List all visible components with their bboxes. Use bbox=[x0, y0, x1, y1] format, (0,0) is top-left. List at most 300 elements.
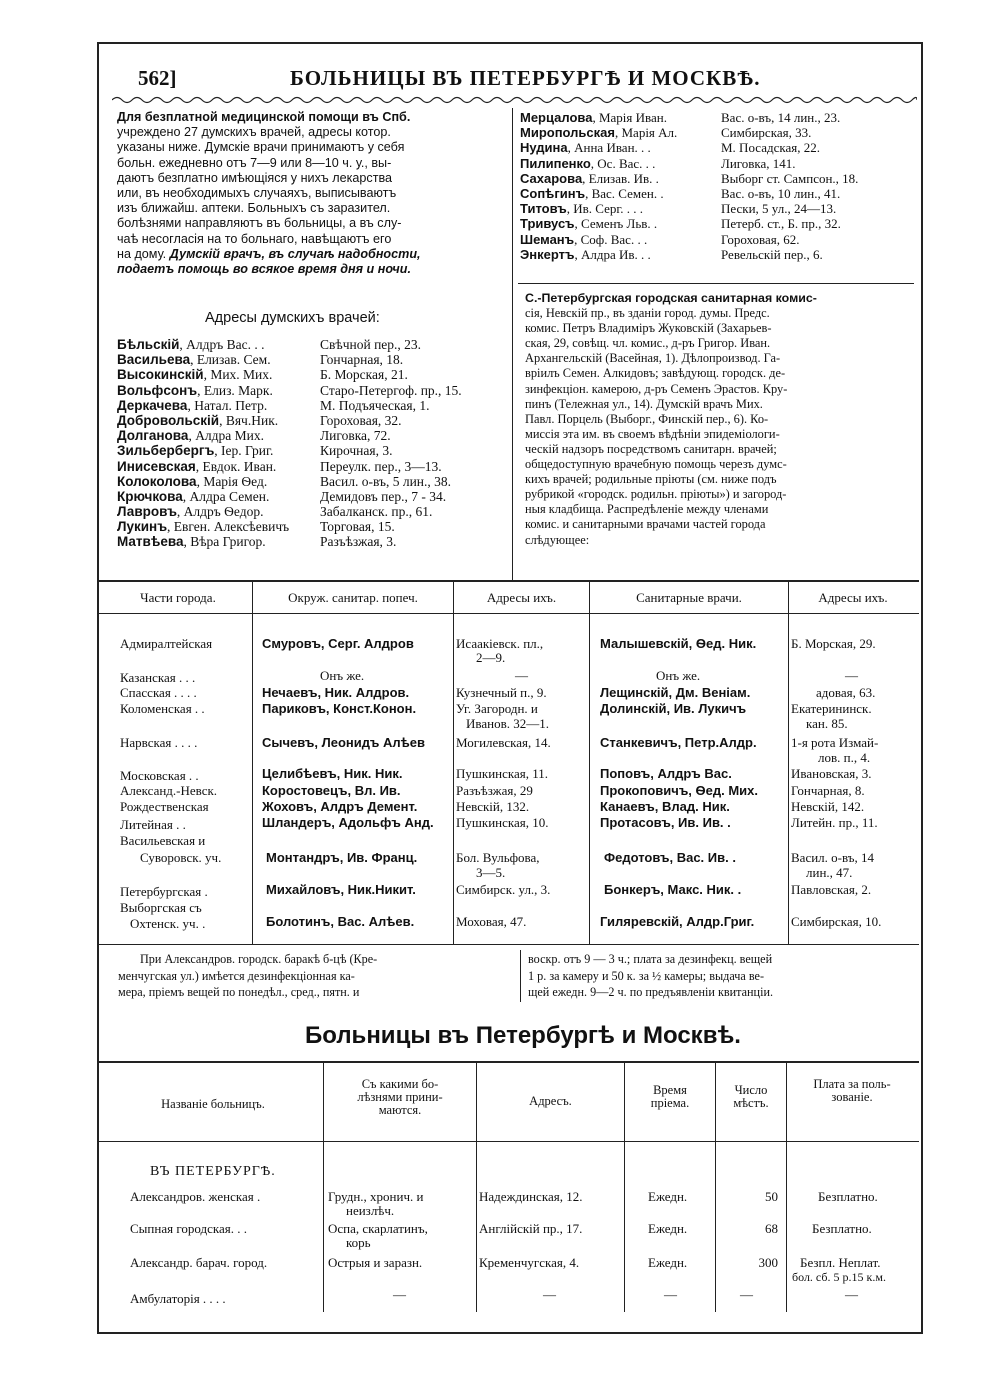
intro-line: больн. ежедневно отъ 7—9 или 8—10 ч. у., вы- bbox=[117, 155, 392, 170]
doctor-address: Симбирская, 33. bbox=[721, 125, 812, 141]
table-cell: Рождественская bbox=[120, 799, 209, 814]
doctor-row bbox=[117, 413, 510, 428]
table-cell: Уг. Загородн. и bbox=[456, 701, 538, 716]
doctor-address: Гончарная, 18. bbox=[320, 352, 404, 368]
intro-line: учреждено 27 думскихъ врачей, адресы котор. bbox=[117, 125, 391, 140]
hosp-col-line bbox=[323, 1062, 324, 1312]
table-cell bbox=[600, 816, 731, 830]
table-cell bbox=[266, 851, 417, 865]
table-cell: 3—5. bbox=[476, 865, 506, 880]
doctor-name-cell bbox=[117, 443, 273, 458]
hosp-fee: Безплатно. bbox=[818, 1189, 878, 1204]
doctor-name: Пилипенко bbox=[520, 155, 591, 171]
doctor-name-cell bbox=[520, 247, 651, 262]
commission-line: сія, Невскій пр., въ зданіи город. думы. Предс. bbox=[525, 306, 770, 321]
doctor-address: М. Посадская, 22. bbox=[721, 140, 820, 156]
doctor-name-cell bbox=[520, 186, 664, 201]
disinfection-line: менчугская ул.) имѣется дезинфекціонная ка- bbox=[118, 968, 355, 983]
disinfection-line: щей ежедн. 9—2 ч. по предъявленіи квитанціи. bbox=[528, 985, 774, 999]
doctor-address: Переулк. пер., 3—13. bbox=[320, 458, 442, 474]
doctor-name-cell bbox=[520, 110, 667, 125]
curator-name: Михайловъ, Ник.Никит. bbox=[266, 882, 416, 897]
table-cell: Бол. Вульфова, bbox=[456, 850, 540, 865]
doctor-name: Матвѣева bbox=[117, 534, 184, 550]
table-cell: Онъ же. bbox=[320, 668, 365, 683]
doctor-row bbox=[117, 504, 510, 519]
table-cell bbox=[262, 736, 425, 750]
hosp-name: Сыпная городская. . . bbox=[130, 1221, 247, 1236]
table-rule-bottom bbox=[99, 944, 919, 945]
commission-line: ческій надзоръ посредствомъ санитарн. врачей; bbox=[525, 441, 777, 456]
doctor-given: , Алдра Мих. bbox=[188, 428, 265, 444]
disinfection-line: мера, пріемъ вещей по понедѣл., сред., пятн. и bbox=[118, 985, 360, 999]
doctor-name-cell bbox=[117, 428, 264, 443]
page-title: БОЛЬНИЦЫ ВЪ ПЕТЕРБУРГѢ И МОСКВѢ. bbox=[290, 66, 761, 90]
doctor-given: , Мих. Мих. bbox=[203, 367, 273, 383]
table-cell bbox=[600, 915, 754, 929]
doctor-row bbox=[117, 459, 510, 474]
table-cell bbox=[600, 784, 758, 798]
hosp-header: Число мѣстъ. bbox=[733, 1083, 769, 1110]
hosp-time: Ежедн. bbox=[648, 1189, 688, 1204]
doctor-given: , Вяч.Ник. bbox=[219, 412, 279, 428]
intro-paragraph bbox=[117, 110, 421, 277]
doctor-row bbox=[520, 171, 915, 186]
doctor-name: Колоколова bbox=[117, 473, 197, 489]
doctor-row bbox=[520, 110, 915, 125]
doctors-heading: Адресы думскихъ врачей: bbox=[205, 310, 380, 326]
doctor-address: Вас. о-въ, 10 лин., 41. bbox=[721, 185, 841, 201]
hosp-header: Названіе больницъ. bbox=[161, 1097, 265, 1111]
doctor-name: Бѣльскій bbox=[117, 337, 180, 352]
table-cell: Александ.-Невск. bbox=[120, 783, 218, 798]
intro-line: указаны ниже. Думскіе врачи принимаютъ у себя bbox=[117, 140, 405, 155]
doctor-address: Лиговка, 141. bbox=[721, 155, 796, 171]
hosp-fee: Безплатно. bbox=[812, 1221, 872, 1236]
hosp-time: Ежедн. bbox=[648, 1221, 688, 1236]
doctor-address: Вас. о-въ, 14 лин., 23. bbox=[721, 110, 841, 125]
doctor-row bbox=[520, 232, 915, 247]
disinfection-line: При Александров. городск. баракѣ б-цѣ (Кре- bbox=[140, 952, 378, 966]
doctor-name: Миропольская bbox=[520, 125, 615, 141]
doctor-name-cell bbox=[117, 413, 278, 428]
table-cell bbox=[266, 915, 414, 929]
hosp-time: Ежедн. bbox=[648, 1255, 688, 1270]
hosp-beds: 300 bbox=[758, 1255, 778, 1270]
table-cell bbox=[600, 800, 730, 814]
table-cell: Ивановская, 3. bbox=[791, 766, 872, 781]
commission-line: миссія эта им. въ своемъ вѣдѣніи эпидеміологи- bbox=[525, 426, 780, 441]
table-cell bbox=[262, 686, 409, 700]
doctor-name: Тривусъ bbox=[520, 216, 575, 232]
doctor-name-cell bbox=[520, 125, 677, 140]
table-cell bbox=[262, 816, 434, 830]
doctor-row bbox=[520, 156, 915, 171]
table-cell: Нарвская . . . . bbox=[120, 735, 198, 750]
doctor-name-cell bbox=[117, 367, 272, 382]
disinfection-right bbox=[528, 951, 773, 1001]
doctor-given: , Соф. Вас. . . bbox=[574, 231, 648, 247]
commission-line: Архангельскій (Васейная, 1). Дѣлопроизвод. Га- bbox=[525, 351, 781, 366]
table-cell: — bbox=[845, 668, 858, 683]
table-cell: Коломенская . . bbox=[120, 701, 205, 716]
curator-name: Целибѣевъ, Ник. Ник. bbox=[262, 766, 403, 781]
table-cell bbox=[262, 784, 401, 798]
commission-line: комис. и санитарными врачами частей города bbox=[525, 517, 766, 532]
doctor-address: Торговая, 15. bbox=[320, 519, 395, 535]
table-rule-header bbox=[99, 613, 919, 614]
column-divider bbox=[512, 108, 513, 580]
hosp-beds: 50 bbox=[765, 1189, 778, 1204]
hosp-header: Съ какими бо- лѣзнями прини- маются. bbox=[357, 1077, 443, 1117]
table-cell: Литейн. пр., 11. bbox=[791, 815, 878, 830]
doctor-row bbox=[117, 428, 510, 443]
doctor-given: , Елизав. Сем. bbox=[190, 352, 271, 368]
curator-name: Смуровъ, Серг. Алдров bbox=[262, 636, 414, 651]
hosp-diseases: Грудн., хронич. и bbox=[328, 1189, 424, 1204]
hosp-diseases: Острыя и заразн. bbox=[328, 1255, 423, 1270]
table-header: Адресы ихъ. bbox=[818, 590, 888, 605]
doctor-given: , Елизав. Ив. . bbox=[582, 170, 659, 186]
table-cell: Иванов. 32—1. bbox=[466, 716, 549, 731]
table-cell: Симбирск. ул., 3. bbox=[456, 882, 551, 897]
hosp-name: Амбулаторія . . . . bbox=[130, 1291, 226, 1306]
hosp-header: Адресъ. bbox=[529, 1094, 572, 1108]
doctor-name: Долганова bbox=[117, 428, 189, 444]
curator-name: Париковъ, Конст.Конон. bbox=[262, 701, 417, 716]
doctor-name: Сахарова bbox=[520, 170, 583, 186]
commission-line: Павл. Порцель (Выборг., Финскій пер., 6). Ко- bbox=[525, 411, 769, 426]
doctor-name: Малышевскій, Ѳед. Ник. bbox=[600, 636, 757, 651]
table-cell bbox=[604, 851, 736, 865]
doctor-name: Деркачева bbox=[117, 397, 188, 413]
table-cell: Моховая, 47. bbox=[456, 914, 527, 929]
doctor-given: , Евген. Алексѣевичъ bbox=[167, 519, 290, 535]
doctor-name: Крючкова bbox=[117, 488, 183, 504]
commission-line: зинфекціон. камерою, д-ръ Семенъ Эрастов. Кру- bbox=[525, 381, 788, 396]
curator-name: Сычевъ, Леонидъ Алѣев bbox=[262, 735, 425, 750]
table-header: Санитарные врачи. bbox=[636, 590, 742, 605]
commission-line: слѣдующее: bbox=[525, 532, 590, 547]
doctor-address: Васил. о-въ, 5 лин., 38. bbox=[320, 473, 452, 489]
table-cell: — bbox=[515, 668, 528, 683]
table-cell bbox=[266, 883, 416, 897]
table-cell: Могилевская, 14. bbox=[456, 735, 551, 750]
doctor-name-cell bbox=[117, 534, 266, 549]
doctor-address: Б. Морская, 21. bbox=[320, 367, 408, 383]
hosp-col-line bbox=[624, 1062, 625, 1312]
hosp-fee: Безпл. Неплат. bbox=[800, 1255, 881, 1270]
table-header: Адресы ихъ. bbox=[486, 590, 557, 605]
doctor-name: Вольфсонъ bbox=[117, 382, 198, 398]
commission-line: ныя кладбища. Распредѣленіе между членами bbox=[525, 502, 769, 517]
doctor-row bbox=[520, 186, 915, 201]
table-cell: Выборгская съ bbox=[120, 900, 202, 915]
doctor-address: Старо-Петергоф. пр., 15. bbox=[320, 382, 462, 398]
doctor-given: , Алдръ Вас. . . bbox=[179, 337, 265, 352]
right-column-rule bbox=[518, 283, 914, 284]
hosp-diseases: — bbox=[393, 1287, 406, 1302]
table-rule-top bbox=[99, 580, 919, 582]
doctor-given: , Вѣра Григор. bbox=[183, 534, 266, 550]
doctor-name-cell bbox=[520, 232, 647, 247]
table-cell: Петербургская . bbox=[120, 884, 208, 899]
doctor-address: Ревельскій пер., 6. bbox=[721, 246, 823, 262]
doctor-address: Лиговка, 72. bbox=[320, 428, 391, 444]
doctor-name: Зильбербергъ bbox=[117, 443, 215, 459]
doctor-given: , Семенъ Льв. . bbox=[574, 216, 658, 232]
table-cell: Спасская . . . . bbox=[120, 685, 197, 700]
table-cell: Московская . . bbox=[120, 768, 199, 783]
hosp-col-line bbox=[476, 1062, 477, 1312]
doctor-name-cell bbox=[117, 337, 264, 352]
note-divider bbox=[520, 950, 521, 1002]
disinfection-line: воскр. отъ 9 — 3 ч.; плата за дезинфекц. вещей bbox=[528, 952, 773, 966]
table-cell: Суворовск. уч. bbox=[140, 850, 222, 865]
doctor-row bbox=[117, 534, 510, 549]
table-cell: Адмиралтейская bbox=[120, 636, 213, 651]
doctors-list bbox=[117, 337, 510, 550]
table-cell: Литейная . . bbox=[120, 817, 186, 832]
curator-name: Монтандръ, Ив. Франц. bbox=[266, 850, 418, 865]
hosp-beds: 68 bbox=[765, 1221, 778, 1236]
hosp-name: Александров. женская . bbox=[130, 1189, 261, 1204]
table-cell: Павловская, 2. bbox=[791, 882, 872, 897]
doctor-given: , Вас. Семен. . bbox=[585, 185, 664, 201]
doctor-name-cell bbox=[117, 383, 273, 398]
hosp-address: Англійскій пр., 17. bbox=[479, 1221, 583, 1236]
doctor-given: , Ив. Серг. . . . bbox=[566, 201, 643, 217]
doctor-row bbox=[117, 337, 510, 352]
intro-line: на дому. bbox=[117, 246, 167, 261]
commission-line: ская, 29, совѣщ. чл. комис., д-ръ Григор. Иван. bbox=[525, 336, 771, 351]
doctor-address: Кирочная, 3. bbox=[320, 443, 393, 459]
intro-line: изъ ближайш. аптеки. Больныхъ съ заразител. bbox=[117, 201, 391, 216]
doctor-row bbox=[520, 216, 915, 231]
doctor-given: , Ос. Вас. . . bbox=[590, 155, 656, 171]
table-cell: Пушкинская, 11. bbox=[456, 766, 549, 781]
table-header: Части города. bbox=[140, 590, 216, 605]
commission-line: общедоступную врачебную помощь черезъ думс- bbox=[525, 457, 787, 472]
commission-line: пинъ (Тележная ул., 14). Думскій врачъ Мих. bbox=[525, 396, 763, 411]
doctor-name: Шеманъ bbox=[520, 231, 575, 247]
doctor-given: , Іер. Григ. bbox=[214, 443, 274, 459]
doctor-given: , Марія Ѳед. bbox=[196, 473, 268, 489]
doctor-name-cell bbox=[520, 216, 657, 231]
disinfection-left bbox=[118, 951, 378, 1001]
doctor-address: Пески, 5 ул., 24—13. bbox=[721, 201, 837, 217]
doctor-row bbox=[117, 519, 510, 534]
doctor-given: , Евдок. Иван. bbox=[195, 458, 277, 474]
table-cell: 1-я рота Измай- bbox=[791, 735, 879, 750]
hosp-address: — bbox=[543, 1287, 556, 1302]
hospitals-title: Больницы въ Петербургѣ и Москвѣ. bbox=[305, 1022, 741, 1049]
hosp-address: Кременчугская, 4. bbox=[479, 1255, 580, 1270]
commission-line: С.-Петербургская городская санитарная комис- bbox=[525, 291, 817, 305]
intro-line: даютъ безплатно имѣющіяся у нихъ лекарства bbox=[117, 170, 393, 185]
doctor-row bbox=[117, 367, 510, 382]
doctor-address: Забалканск. пр., 61. bbox=[320, 504, 433, 520]
table-cell: 2—9. bbox=[476, 650, 506, 665]
commission-line: кихъ врачей; родильные пріюты (см. ниже подъ bbox=[525, 472, 777, 487]
doctors-list-right bbox=[520, 110, 915, 262]
doctor-name: Станкевичъ, Петр.Алдр. bbox=[600, 735, 757, 750]
hosp-col-line bbox=[786, 1062, 787, 1312]
hosp-fee: бол. сб. 5 р.15 к.м. bbox=[792, 1270, 886, 1284]
doctor-address: Гороховая, 32. bbox=[320, 412, 402, 428]
hosp-header: Плата за поль- зованіе. bbox=[813, 1077, 891, 1104]
table-cell: Екатерининск. bbox=[791, 701, 872, 716]
hosp-diseases: корь bbox=[346, 1235, 371, 1250]
doctor-given: , Алдръ Ѳедор. bbox=[176, 504, 264, 520]
doctor-name: Лавровъ bbox=[117, 504, 177, 520]
doctor-name-cell bbox=[117, 474, 267, 489]
table-cell: Симбирская, 10. bbox=[791, 914, 882, 929]
doctor-row bbox=[520, 125, 915, 140]
doctor-given: , Алдра Семен. bbox=[182, 488, 270, 504]
commission-paragraph bbox=[525, 291, 817, 548]
table-cell bbox=[600, 702, 746, 716]
intro-italic: Думскій врачъ, въ случаѣ надобности, bbox=[169, 246, 421, 261]
doctor-row bbox=[117, 383, 510, 398]
doctor-row bbox=[520, 201, 915, 216]
doctor-name-cell bbox=[117, 504, 263, 519]
table-cell: лин., 47. bbox=[806, 865, 853, 880]
doctor-name: Сопѣгинъ bbox=[520, 185, 586, 201]
doctor-given: , Марія Иван. bbox=[592, 110, 667, 125]
table-cell bbox=[600, 637, 756, 651]
table-cell bbox=[262, 767, 403, 781]
intro-line: чаѣ несогласія на то больнаго, навѣщаютъ его bbox=[117, 231, 392, 246]
hosp-name: Александр. барач. город. bbox=[130, 1255, 268, 1270]
intro-line: болѣзнями направляютъ въ больницы, а въ слу- bbox=[117, 216, 402, 231]
table-cell: Пушкинская, 10. bbox=[456, 815, 549, 830]
commission-line: комис. Петръ Владиміръ Жуковскій (Захарьев- bbox=[525, 321, 772, 336]
table-cell bbox=[262, 702, 416, 716]
doctor-address: Свѣчной пер., 23. bbox=[320, 337, 422, 352]
hosp-section: ВЪ ПЕТЕРБУРГѢ. bbox=[150, 1164, 276, 1179]
hosp-diseases: Оспа, скарлатинъ, bbox=[328, 1221, 428, 1236]
disinfection-line: 1 р. за камеру и 50 к. за ½ камеры; выдача ве- bbox=[528, 968, 765, 983]
curator-name: Болотинъ, Вас. Алѣев. bbox=[266, 914, 415, 929]
doctor-name-cell bbox=[117, 459, 276, 474]
hosp-fee: — bbox=[845, 1287, 858, 1302]
doctor-address: Петерб. ст., Б. пр., 32. bbox=[721, 216, 841, 232]
table-cell: Гончарная, 8. bbox=[791, 783, 865, 798]
hosp-rule-top bbox=[99, 1061, 919, 1063]
doctor-name: Федотовъ, Вас. Ив. . bbox=[604, 850, 736, 865]
doctor-address: Разъѣзжая, 3. bbox=[320, 534, 397, 550]
commission-line: рубрикой «городск. родильн. пріюты») и загород- bbox=[525, 487, 787, 502]
table-col-line bbox=[589, 581, 590, 944]
doctor-address: М. Подъяческая, 1. bbox=[320, 397, 430, 413]
table-cell: Охтенск. уч. . bbox=[130, 916, 206, 931]
curator-name: Нечаевъ, Ник. Алдров. bbox=[262, 685, 410, 700]
table-cell: Васил. о-въ, 14 bbox=[791, 850, 875, 865]
doctor-name: Нудина bbox=[520, 140, 568, 156]
doctor-address: Демидовъ пер., 7 - 34. bbox=[320, 488, 447, 504]
doctor-row bbox=[117, 443, 510, 458]
doctor-name: Канаевъ, Влад. Ник. bbox=[600, 799, 730, 814]
table-cell: Невскій, 132. bbox=[456, 799, 530, 814]
hosp-col-line bbox=[715, 1062, 716, 1312]
doctor-row bbox=[520, 247, 915, 262]
doctor-name: Гиляревскій, Алдр.Григ. bbox=[600, 914, 755, 929]
doctor-given: , Елиз. Марк. bbox=[197, 382, 273, 398]
table-col-line bbox=[788, 581, 789, 944]
page-number: 562] bbox=[138, 66, 177, 90]
doctor-row bbox=[117, 489, 510, 504]
hosp-beds: — bbox=[740, 1287, 753, 1302]
table-cell: Кузнечный п., 9. bbox=[456, 685, 547, 700]
table-cell: Онъ же. bbox=[656, 668, 701, 683]
doctor-name: Прокоповичъ, Ѳед. Мих. bbox=[600, 783, 759, 798]
curator-name: Коростовецъ, Вл. Ив. bbox=[262, 783, 401, 798]
doctor-name: Добровольскій bbox=[117, 412, 220, 428]
doctor-name: Высокинскій bbox=[117, 367, 204, 383]
doctor-address: Гороховая, 62. bbox=[721, 231, 800, 247]
doctor-name: Поповъ, Алдръ Вас. bbox=[600, 766, 732, 781]
table-cell bbox=[604, 883, 741, 897]
table-cell bbox=[600, 736, 757, 750]
doctor-row bbox=[117, 474, 510, 489]
doctor-address: Выборг ст. Сампсон., 18. bbox=[721, 170, 859, 186]
doctor-name: Титовъ bbox=[520, 201, 567, 217]
doctor-given: , Анна Иван. . . bbox=[567, 140, 651, 156]
doctor-row bbox=[117, 398, 510, 413]
table-cell: лов. п., 4. bbox=[818, 750, 871, 765]
doctor-row bbox=[520, 140, 915, 155]
intro-line: Для безплатной медицинской помощи въ Спб. bbox=[117, 110, 411, 124]
doctor-name-cell bbox=[117, 519, 289, 534]
doctor-given: , Натал. Петр. bbox=[187, 397, 268, 413]
table-cell: Б. Морская, 29. bbox=[791, 636, 876, 651]
doctor-name: Лещинскій, Дм. Веніам. bbox=[600, 685, 751, 700]
doctor-name: Лукинъ bbox=[117, 519, 168, 535]
intro-line: или, въ необходимыхъ случаяхъ, выписываютъ bbox=[117, 186, 397, 201]
table-cell bbox=[600, 767, 732, 781]
commission-line: вріилъ Семен. Алкидовъ; завѣдующ. городск. де- bbox=[525, 366, 786, 381]
table-cell bbox=[262, 800, 417, 814]
doctor-name-cell bbox=[117, 398, 267, 413]
doctor-name-cell bbox=[117, 352, 271, 367]
intro-italic-2: подаетъ помощь во всякое время дня и ночи. bbox=[117, 262, 411, 277]
doctor-name: Бонкеръ, Макс. Ник. . bbox=[604, 882, 742, 897]
curator-name: Жоховъ, Алдръ Демент. bbox=[262, 799, 418, 814]
table-cell bbox=[600, 686, 750, 700]
table-cell bbox=[262, 637, 414, 651]
table-col-line bbox=[252, 581, 253, 944]
table-cell: Казанская . . . bbox=[120, 670, 196, 685]
doctor-name: Васильева bbox=[117, 352, 191, 368]
table-cell: Васильевская и bbox=[120, 833, 206, 848]
table-cell: Исаакіевск. пл., bbox=[456, 636, 544, 651]
hosp-address: Надеждинская, 12. bbox=[479, 1189, 583, 1204]
doctor-given: , Алдра Ив. . . bbox=[574, 246, 651, 262]
curator-name: Шландеръ, Адольфъ Анд. bbox=[262, 815, 434, 830]
table-header: Окруж. санитар. попеч. bbox=[288, 590, 418, 605]
doctor-name-cell bbox=[520, 201, 643, 216]
table-cell: кан. 85. bbox=[806, 716, 848, 731]
doctor-name: Мерцалова bbox=[520, 110, 593, 125]
table-cell: Невскій, 142. bbox=[791, 799, 865, 814]
doctor-name-cell bbox=[520, 140, 651, 155]
doctor-name: Долинскій, Ив. Лукичъ bbox=[600, 701, 747, 716]
hosp-time: — bbox=[664, 1287, 677, 1302]
doctor-name-cell bbox=[117, 489, 269, 504]
doctor-name-cell bbox=[520, 156, 655, 171]
doctor-name: Протасовъ, Ив. Ив. . bbox=[600, 815, 731, 830]
